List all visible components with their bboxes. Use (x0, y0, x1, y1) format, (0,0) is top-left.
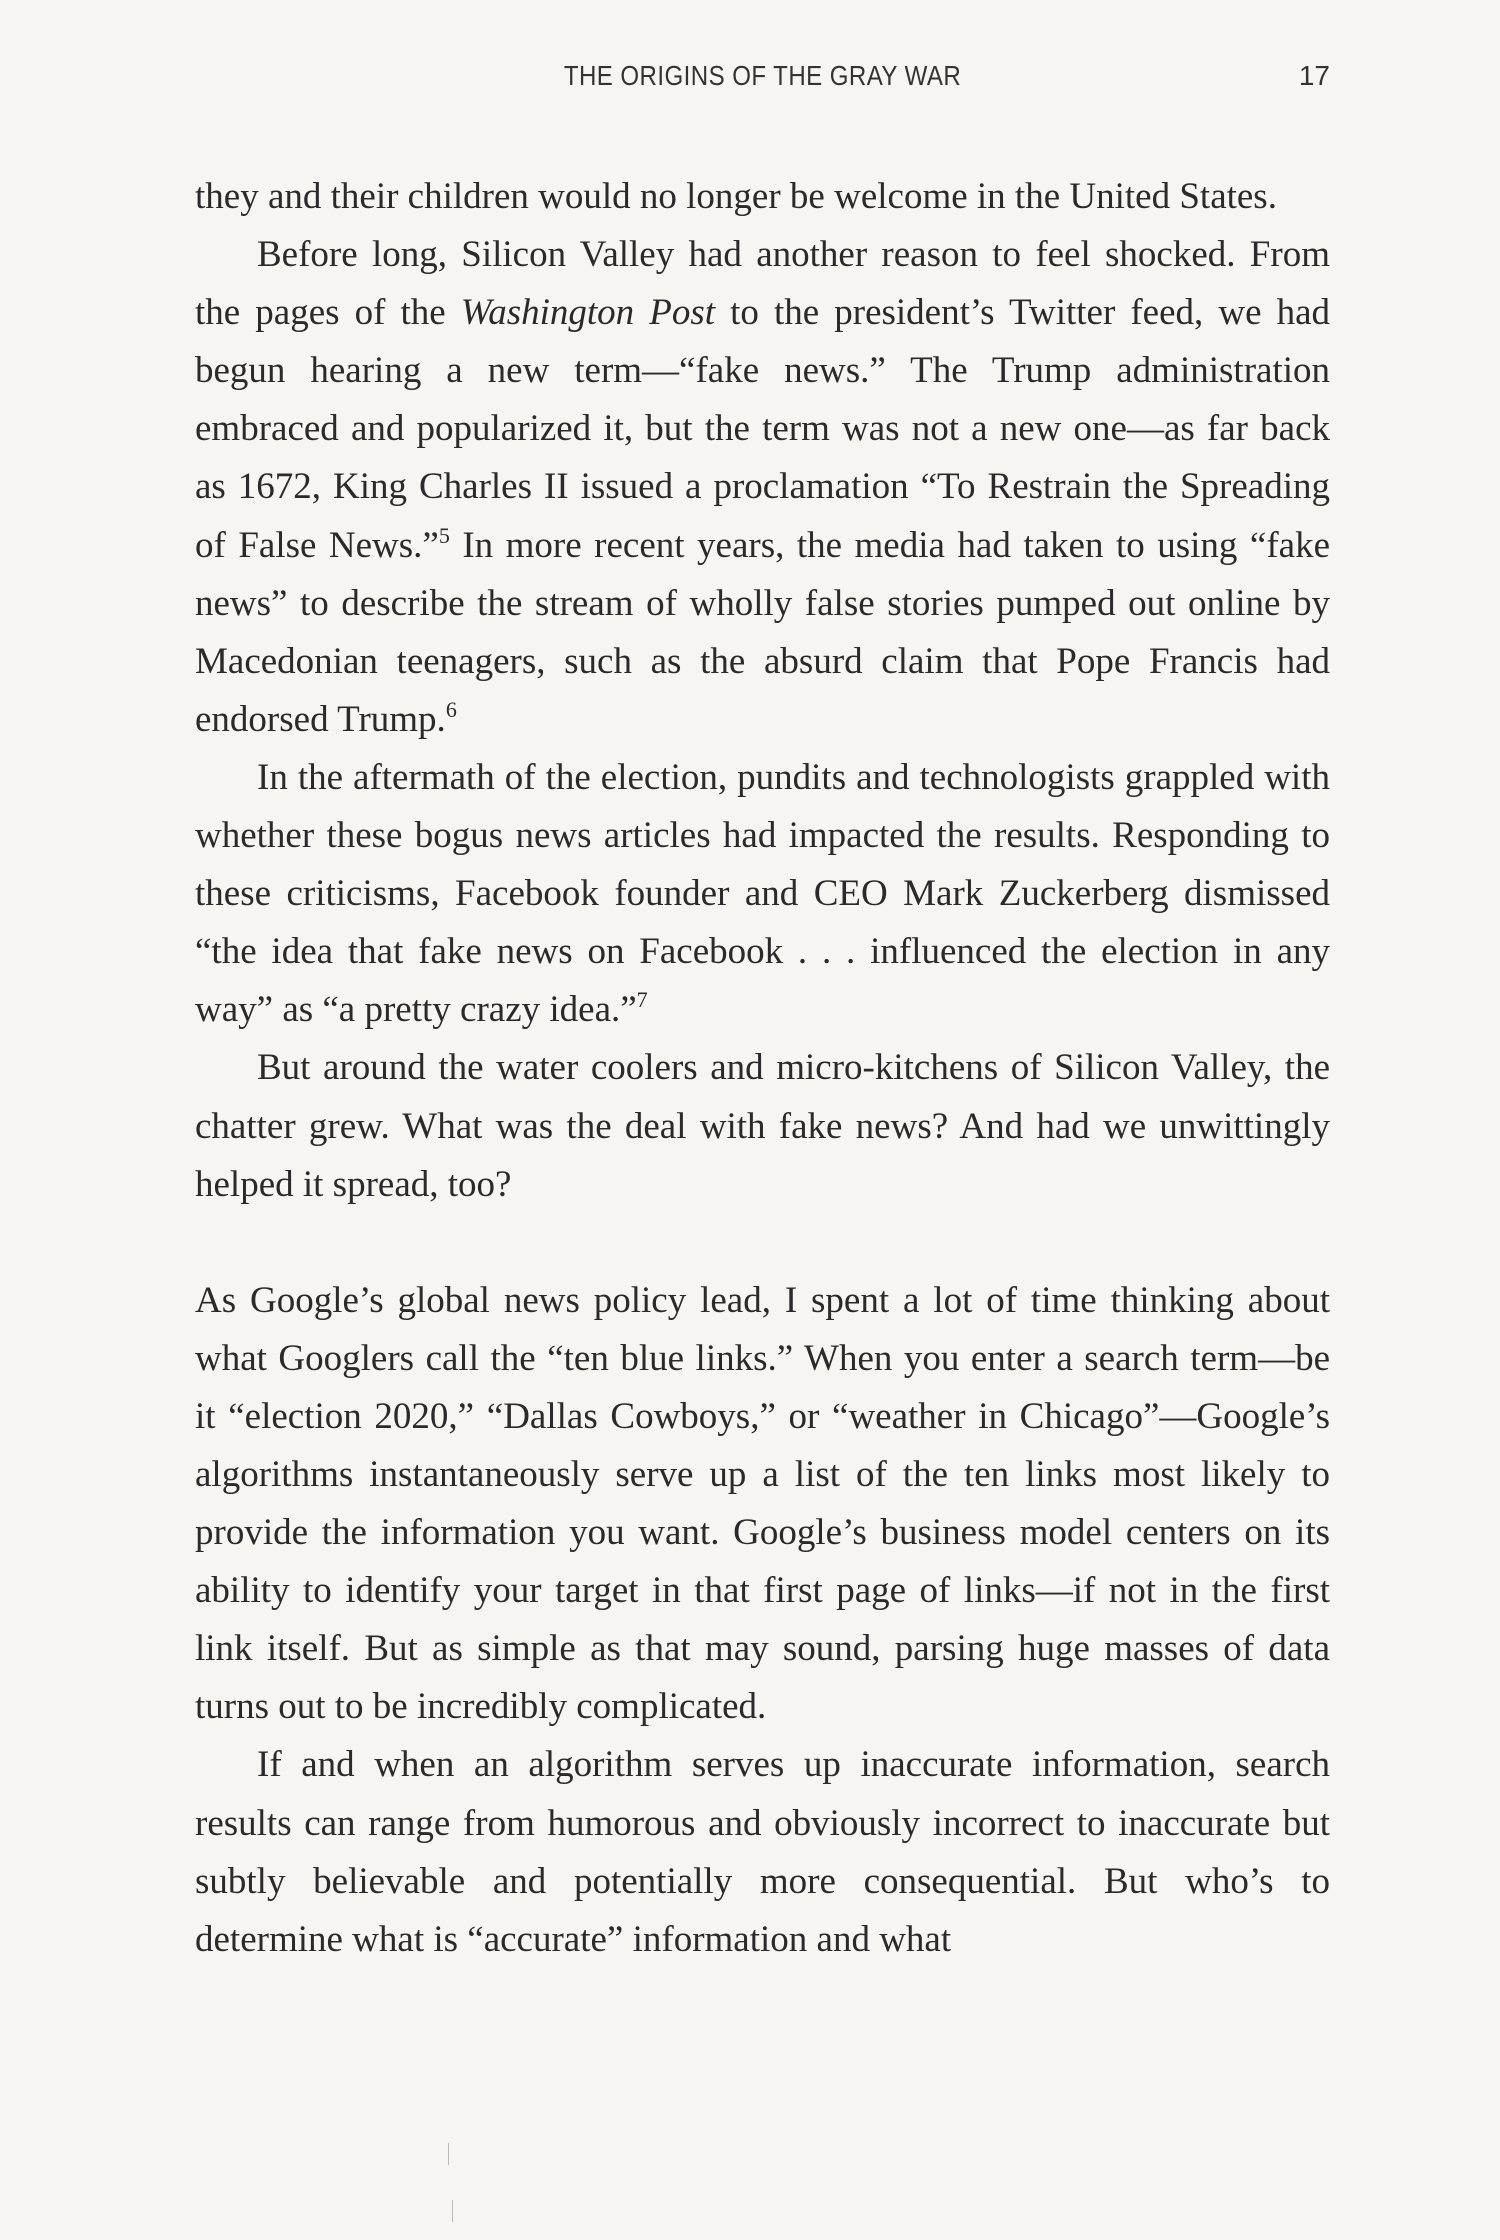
running-title: THE ORIGINS OF THE GRAY WAR (563, 60, 962, 91)
paragraph-fake-news: Before long, Silicon Valley had another reason to feel shocked. From the pages of the Washington Post to the president’s Twitter feed, we had begun hearing a new term—“fake news.” The Trump administration embraced and popularized it, but the term was not a new one—as far back as 1672, King Charles II issued a proclamation “To Restrain the Spreading of False News.”$^5$ In more recent years, the media had taken to using “fake news” to describe the stream of wholly false stories pumped out online by Macedonian teenagers, such as the absurd claim that Pope Francis had endorsed Trump.$^6$ (195, 234, 1330, 740)
running-head (195, 60, 1330, 110)
page-number: 17 (1298, 60, 1330, 91)
footnote-ref-7[interactable]: 7 (636, 987, 648, 1013)
footnote-ref-5[interactable]: 5 (438, 522, 450, 548)
publication-title: Washington Post (460, 292, 716, 334)
footnote-ref-6[interactable]: 6 (445, 696, 457, 722)
paragraph-section-start: As Google’s global news policy lead, I spent a lot of time thinking about what Googlers call the “ten blue links.” When you enter a search term—be it “election 2020,” “Dallas Cowboys,” or “weather in Chicago”—Google’s algorithms instantaneously serve up a list of the ten links most likely to provide the information you want. Google’s business model centers on its ability to identify your target in that first page of links—if not in the first link itself. But as simple as that may sound, parsing huge masses of data turns out to be incredibly complicated. (195, 1279, 1330, 1728)
scan-artifact-mark (452, 2200, 453, 2222)
scan-artifact-mark (448, 2143, 449, 2165)
body-text (195, 168, 1330, 1969)
paragraph-continuation: they and their children would no longer be welcome in the United States. (195, 176, 1277, 217)
paragraph-aftermath: In the aftermath of the election, pundits and technologists grappled with whether these bogus news articles had impacted the results. Responding to these criticisms, Facebook founder and CEO Mark Zuckerberg dismissed “the idea that fake news on Facebook . . . influenced the election in any way” as “a pretty crazy idea.”$^7$ (195, 756, 1330, 1031)
paragraph-water-coolers: But around the water coolers and micro-kitchens of Silicon Valley, the chatter grew. What was the deal with fake news? And had we unwittingly helped it spread, too? (195, 1047, 1330, 1205)
paragraph-algorithm: If and when an algorithm serves up inaccurate information, search results can range from humorous and obviously incorrect to inaccurate but subtly believable and potentially more consequential. But who’s to determine what is “accurate” information and what (195, 1744, 1330, 1960)
